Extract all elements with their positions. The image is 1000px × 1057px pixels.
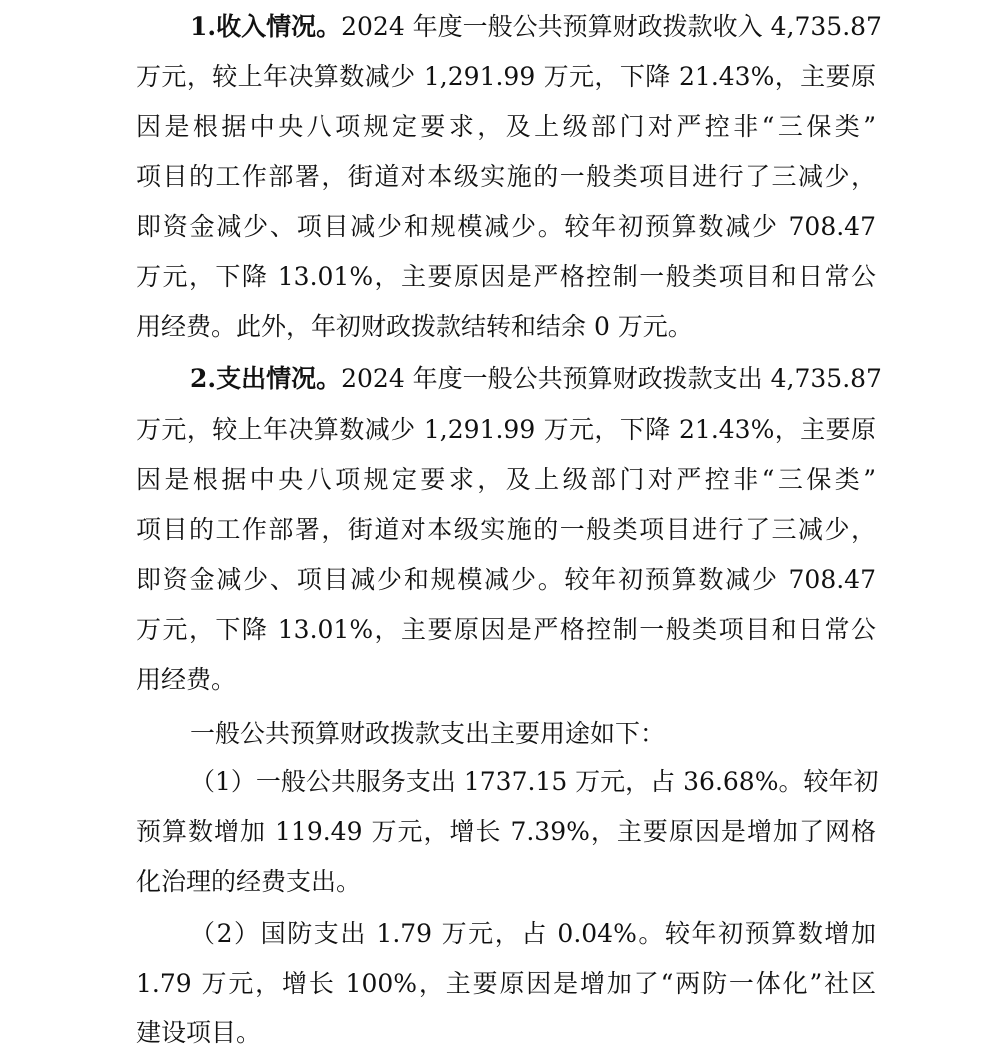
item2-line-1: （2）国防支出 1.79 万元，占 0.04%。较年初预算数增加 — [190, 919, 876, 948]
section2-line-3: 因是根据中央八项规定要求，及上级部门对严控非“三保类” — [136, 465, 876, 494]
section2-line-1-text: 2024 年度一般公共预算财政拨款支出 4,735.87 — [341, 364, 882, 393]
section1-line-7: 用经费。此外，年初财政拨款结转和结余 0 万元。 — [136, 312, 693, 341]
section1-line-6: 万元，下降 13.01%，主要原因是严格控制一般类项目和日常公 — [136, 262, 876, 291]
section1-heading: 1.收入情况。 — [190, 12, 342, 41]
section1-line-3: 因是根据中央八项规定要求，及上级部门对严控非“三保类” — [136, 112, 876, 141]
section2-heading: 2.支出情况。 — [190, 364, 342, 393]
item1-line-3: 化治理的经费支出。 — [136, 867, 362, 896]
section1-line-4: 项目的工作部署，街道对本级实施的一般类项目进行了三减少， — [136, 162, 876, 191]
section1-line-1 — [190, 5, 882, 49]
item2-line-2: 1.79 万元，增长 100%，主要原因是增加了“两防一体化”社区 — [136, 969, 876, 998]
section1-line-1-text: 2024 年度一般公共预算财政拨款收入 4,735.87 — [341, 12, 882, 41]
item1-line-1: （1）一般公共服务支出 1737.15 万元，占 36.68%。较年初 — [190, 767, 879, 796]
section2-line-4: 项目的工作部署，街道对本级实施的一般类项目进行了三减少， — [136, 515, 876, 544]
section1-line-2: 万元，较上年决算数减少 1,291.99 万元，下降 21.43%，主要原 — [136, 62, 876, 91]
item2-line-3: 建设项目。 — [136, 1018, 262, 1047]
section2-line-2: 万元，较上年决算数减少 1,291.99 万元，下降 21.43%，主要原 — [136, 415, 876, 444]
section2-line-1 — [190, 357, 882, 401]
uses-intro: 一般公共预算财政拨款支出主要用途如下： — [190, 719, 666, 748]
item1-line-2: 预算数增加 119.49 万元，增长 7.39%，主要原因是增加了网格 — [136, 817, 876, 846]
section2-line-6: 万元，下降 13.01%，主要原因是严格控制一般类项目和日常公 — [136, 615, 876, 644]
section2-line-7: 用经费。 — [136, 665, 237, 694]
section1-line-5: 即资金减少、项目减少和规模减少。较年初预算数减少 708.47 — [136, 212, 876, 241]
section2-line-5: 即资金减少、项目减少和规模减少。较年初预算数减少 708.47 — [136, 565, 876, 594]
